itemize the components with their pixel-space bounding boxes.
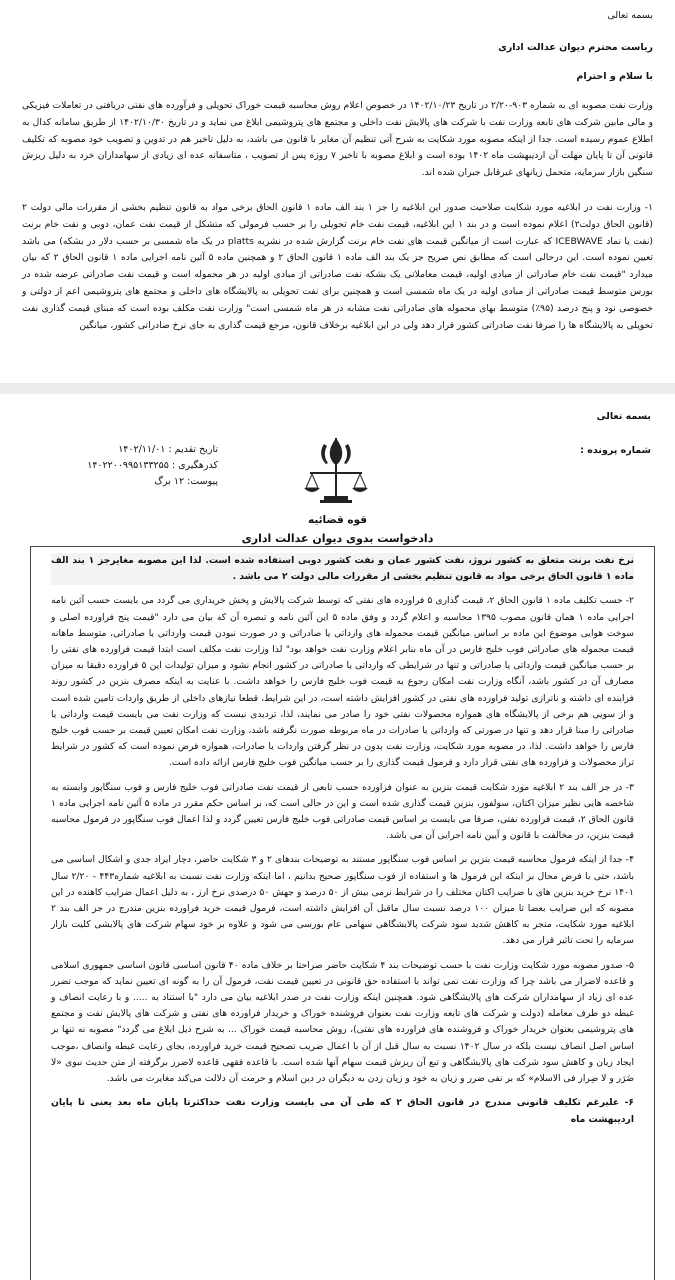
header-left xyxy=(48,442,218,490)
case-number-label: شماره پرونده : xyxy=(580,445,651,456)
attachment-count: پیوست: ۱۲ برگ xyxy=(154,476,218,487)
petition-form-page xyxy=(0,394,675,1280)
point-1-paragraph: ۱- وزارت نفت در ابلاغیه مورد شکایت صلاحیت صدور این ابلاغیه را جز ۱ بند الف ماده ۱ قانون الحاق برخی مواد به قانون تنظیم بخشی از مقررات مالی دولت ۲ (قانون الحاق دولت۲) اعلام نموده است و در بند ۱ این ابلاغیه، قیمت نفت خام تحویلی را بر حسب فرمولی که متشکل از قیمت نفت عمان، دوبی و نفت خام برنت (نفت یا نماد ICEBWAVE که عبارت است از میانگین قیمت های نفت خام برنت گزارش شده در نشریه platts در یک ماه شمسی بر حسب دلار در بشکه) می باشد تعیین نموده است. این درحالی است که مطابق نص صریح جز یک بند الف ماده ۱ قانون الحاق ۲ و همچنین ماده ۵ آئین نامه اجرایی ماده ۱ قانون الحاق ۲ که بیان میدارد "قیمت نفت خام صادراتی از مبادی اولیه، قیمت معاملاتی یک بشکه نفت صادراتی از مبادی اولیه در هر محموله است و قیمت نفت صادراتی عرضه شده در بورس متوسط قیمت صادراتی از مبادی اولیه در یک ماه شمسی است و همچنین برای نفت تحویلی به پالایشگاه های داخلی و مجتمع های پتروشیمی اعم از دولتی و خصوصی نود و پنج درصد (۹۵٪) متوسط بهای محموله های صادراتی نفت مشابه در هر ماه شمسی است" وزارت نفت مکلف بوده است که مبنای قیمت گذاری نفت تحویلی به پالایشگاه ها را صرفا نفت صادراتی کشور قرار دهد ولی در این ابلاغیه برخلاف قانون، مرجع قیمت گذاری به جای نرخ صادراتی کشور، میانگین xyxy=(22,201,654,331)
bismillah-heading: بسمه تعالی xyxy=(596,411,651,422)
header-right xyxy=(491,406,651,462)
petition-point-6: ۶- علیرغم تکلیف قانونی مندرج در قانون الحاق ۲ که طی آن می بایست وزارت نفت حداکثرتا پایان ماه بعد یعنی تا پایان اردیبهشت ماه xyxy=(51,1097,635,1125)
greeting: با سلام و احترام xyxy=(576,71,653,82)
letter-page-1 xyxy=(0,0,675,383)
petition-point-2: ۲- حسب تکلیف ماده ۱ قانون الحاق ۲، قیمت گذاری ۵ فراورده های نفتی که توسط شرکت پالایش و پخش خریداری می گردد می بایست حسب آئین نامه اجرایی ماده ۱ همان قانون مصوب ۱۳۹۵ محاسبه و اعلام گردد و وفق ماده ۵ این آئین نامه و تبصره آن که بیان می دارد "قیمت پنج فراورده اصلی و سوخت هوایی موضوع این ماده بر اساس میانگین قیمت محموله های وارداتی یا صادراتی و در صورت نبودن قیمت وارداتی یا صادراتی، متوسط ماهانه قیمت محموله های صادراتی فوب خلیج فارس در آن ماه بنابر اعلام وزارت نفت خواهد بود" لذا وزارت نفت مکلف است ابتدا قیمت فراورده های نفتی را بر حسب میانگین قیمت وارداتی یا صادراتی و تنها در شرایطی که وارداتی یا صادراتی در کشور انجام نشود و میزان تولیدات این ۵ فراورده دقیقا به میزان مصارف آن در کشور باشد، آنگاه وزارت نفت امکان رجوع به قیمت فوب خلیج فارس را خواهد داشت. با عنایت به اینکه مصرف بنزین در کشور روند فزاینده ای داشته و ناترازی تولید فراورده های نفتی در کشور افزایش داشته است، در این شرایط، قطعا نیازهای داخلی از طریق واردات تامین شده است و از سویی هم برخی از پالایشگاه های همواره محصولات نفتی خود را صادر می نمایند، لذا، تردیدی نیست که وزارت نفت می بایست قیمت وارداتی یا صادراتی را مبنا قرار دهد و تنها در صورتی که وارداتی یا صادرات در ماه مربوطه صورت نگرفته باشد، وزارت نفت امکان تعیین قیمت بر حسب فوب خلیج فارس را خواهد داشت. لذا، در مصوبه مورد شکایت، وزارت نفت بدون در نظر گرفتن واردات یا صادرات، همواره فرض نموده است که کشور در شرایط تراز محصولات و فراورده های نفتی قرار دارد و فرمول قیمت گذاری را بر حسب میانگین فوب خلیج فارس ارائه داده است. xyxy=(51,595,634,769)
form-title: دادخواست بدوی دیوان عدالت اداری xyxy=(241,532,434,545)
intro-paragraph: وزارت نفت مصوبه ای به شماره ۹۰۳-۲/۲۰ در تاریخ ۱۴۰۲/۱۰/۲۳ در خصوص اعلام روش محاسبه قیمت خوراک تحویلی و فرآورده های نفتی دریافتی در تعاملات فیزیکی و مالی مابین شرکت های تابعه وزارت نفت با شرکت های پالایش نفت داخلی و مجتمع های پتروشیمی ابلاغ می نماید و در تاریخ ۱۴۰۲/۱۰/۳۰ از طریق سامانه کدال به اطلاع عموم رسیده است. جدا از اینکه مصوبه مورد شکایت به شرح آتی تنظیم آن مغایر با قانون می باشد، به دلیل تاخیر هم در تدوین و تصویب خود مصوبه که تکلیف قانونی آن تا پایان مهلت آن اردیبهشت ماه ۱۴۰۲ بوده است و ابلاغ مصوبه با تاخیر ۷ روزه پس از تصویب ، متاسفانه عده ای زیادی از سهامداران خرد به دلیل ریزش سنگین بازار سرمایه، متحمل زیانهای غیرقابل جبران شده اند. xyxy=(22,100,653,179)
bismillah-heading: بسمه تعالی xyxy=(607,10,653,21)
petition-point-5: ۵- صدور مصوبه مورد شکایت وزارت نفت با حسب توضیحات بند ۴ شکایت حاضر صراحتا بر خلاف ماده ۴۰ قانون اساسی قانون اساسی جمهوری اسلامی و قاعده لاضرار می باشد چرا که وزارت نفت نمی تواند با استفاده حق قانونی در تعیین قیمت نفت، فرمول آن را به گونه ای تعیین نماید که موجب تضرر عده ای زیاد از سهامداران شرکت های پالایشگاهی شود. همچنین اینکه وزارت نفت در صدر ابلاغیه بیان می دارد "با استناد به ..... و با رعایت انصاف و غبطه دو طرف معامله (دولت و شرکت های تابعه وزارت نفت بعنوان فروشنده خوراک و خریدار فراورده های نفتی و شرکت های پالایش نفت و مجتمع های پتروشیمی بعنوان خریدار خوراک و فروشنده های فراورده های نفتی)، روش محاسبه قیمت خوراک ... به شرح ذیل ابلاغ می گردد" مصوبه نه تنها بر اساس اصل انصاف نیست بلکه در سال ۱۴۰۲ نسبت به سال قبل از آن با اعمال ضریب تصحیح قیمت خرید فراورده، بجای رعایت غبطه وانصاف ،موجب ایجاد زیان و کاهش سود شرکت های پالایشگاهی و تبع آن ریزش قیمت سهام آنها شده است. با قاعده فقهی قاعده لاضرر برگرفته از متن حدیث نبوی «لا ضَرَر و لا ضِرار فی الاسلام» که بر نفی ضرر و زیان به خود و زیان زدن به دیگران در دین اسلام و حرمت آن دلالت می‌کند مغایرت می باشد. xyxy=(51,959,634,1085)
submission-date: تاریخ تقدیم : ۱۴۰۲/۱۱/۰۱ xyxy=(118,444,218,455)
petition-point-3: ۳- در جز الف بند ۲ ابلاغیه مورد شکایت قیمت بنزین به عنوان فراورده حسب تابعی از قیمت نفت صادراتی فوب خلیج فارس و فوب سنگاپور وابسته به شاخصه هایی نظیر میزان اکتان، سولفور، بنزین قیمت گذاری شده است و این در حالی است که، بر اساس حکم مقرر در ماده ۵ آئین نامه اجرایی ماده ۱ قانون الحاق ۲، قیمت فراورده نفتی، صرفا می بایست بر اساس قیمت صادراتی فوب خلیج فارس تعیین گردد و لذا اعمال فوب سنگاپور در فرمول محاسبه قیمت بنزین، در مخالفت با قانون و آیین نامه اجرایی آن می باشد. xyxy=(51,781,634,842)
tracking-code: کدرهگیری : ۱۴۰۲۲۰۰۹۹۵۱۳۳۲۵۵ xyxy=(87,460,218,471)
addressee: ریاست محترم دیوان عدالت اداری xyxy=(498,42,653,53)
petition-point-4: ۴- جدا از اینکه فرمول محاسبه قیمت بنزین بر اساس فوب سنگاپور مستند به توضیحات بندهای ۲ و ۳ شکایت حاضر، دچار ایراد جدی و اشکال اساسی می باشد، حتی با فرض محال بر اینکه این فرمول ها و استفاده از فوب سنگاپور صحیح بدانیم ، اما اینکه وزارت نفت نسبت به ابلاغیه شماره۴۴۳ - ۲/۲۰ سال ۱۴۰۱ نرخ خرید بنزین های با ضرایب اکتان مختلف را در شرایط نرمی بیش از ۵۰ درصد و جهش ۵۰ درصدی نرخ ارز ، به دلیل اعمال ضرایب کاهنده در این مصوبه که این ضرایب بعضا تا میزان ۱۰۰ درصد نسبت سال ماقبل آن افزایش داشته است، فرمول قیمت خرید فراورده بنزین مندرج در جز الف بند ۲ ابلاغیه مورد شکایت، منجر به کاهش شدید سود شرکت پالایشگاهی سهامی عام بورسی می شود و علاوه بر خود سهام شرکت های پالایشی کلیت بازار سرمایه را تحت تاثیر قرار می دهد. xyxy=(51,854,635,947)
judiciary-title: قوه قضائیه xyxy=(307,514,368,526)
page-separator xyxy=(0,383,675,394)
petition-paragraph-continued: نرخ نفت برنت متعلق به کشور نروژ، نفت کشور عمان و نفت کشور دوبی استفاده شده است. لذا این مصوبه مغایرجز ۱ بند الف ماده ۱ قانون الحاق برخی مواد به قانون تنظیم بخشی از مقررات مالی دولت ۲ می باشد . xyxy=(51,553,634,585)
judiciary-emblem-icon xyxy=(296,434,376,510)
petition-body-box xyxy=(30,546,655,1280)
